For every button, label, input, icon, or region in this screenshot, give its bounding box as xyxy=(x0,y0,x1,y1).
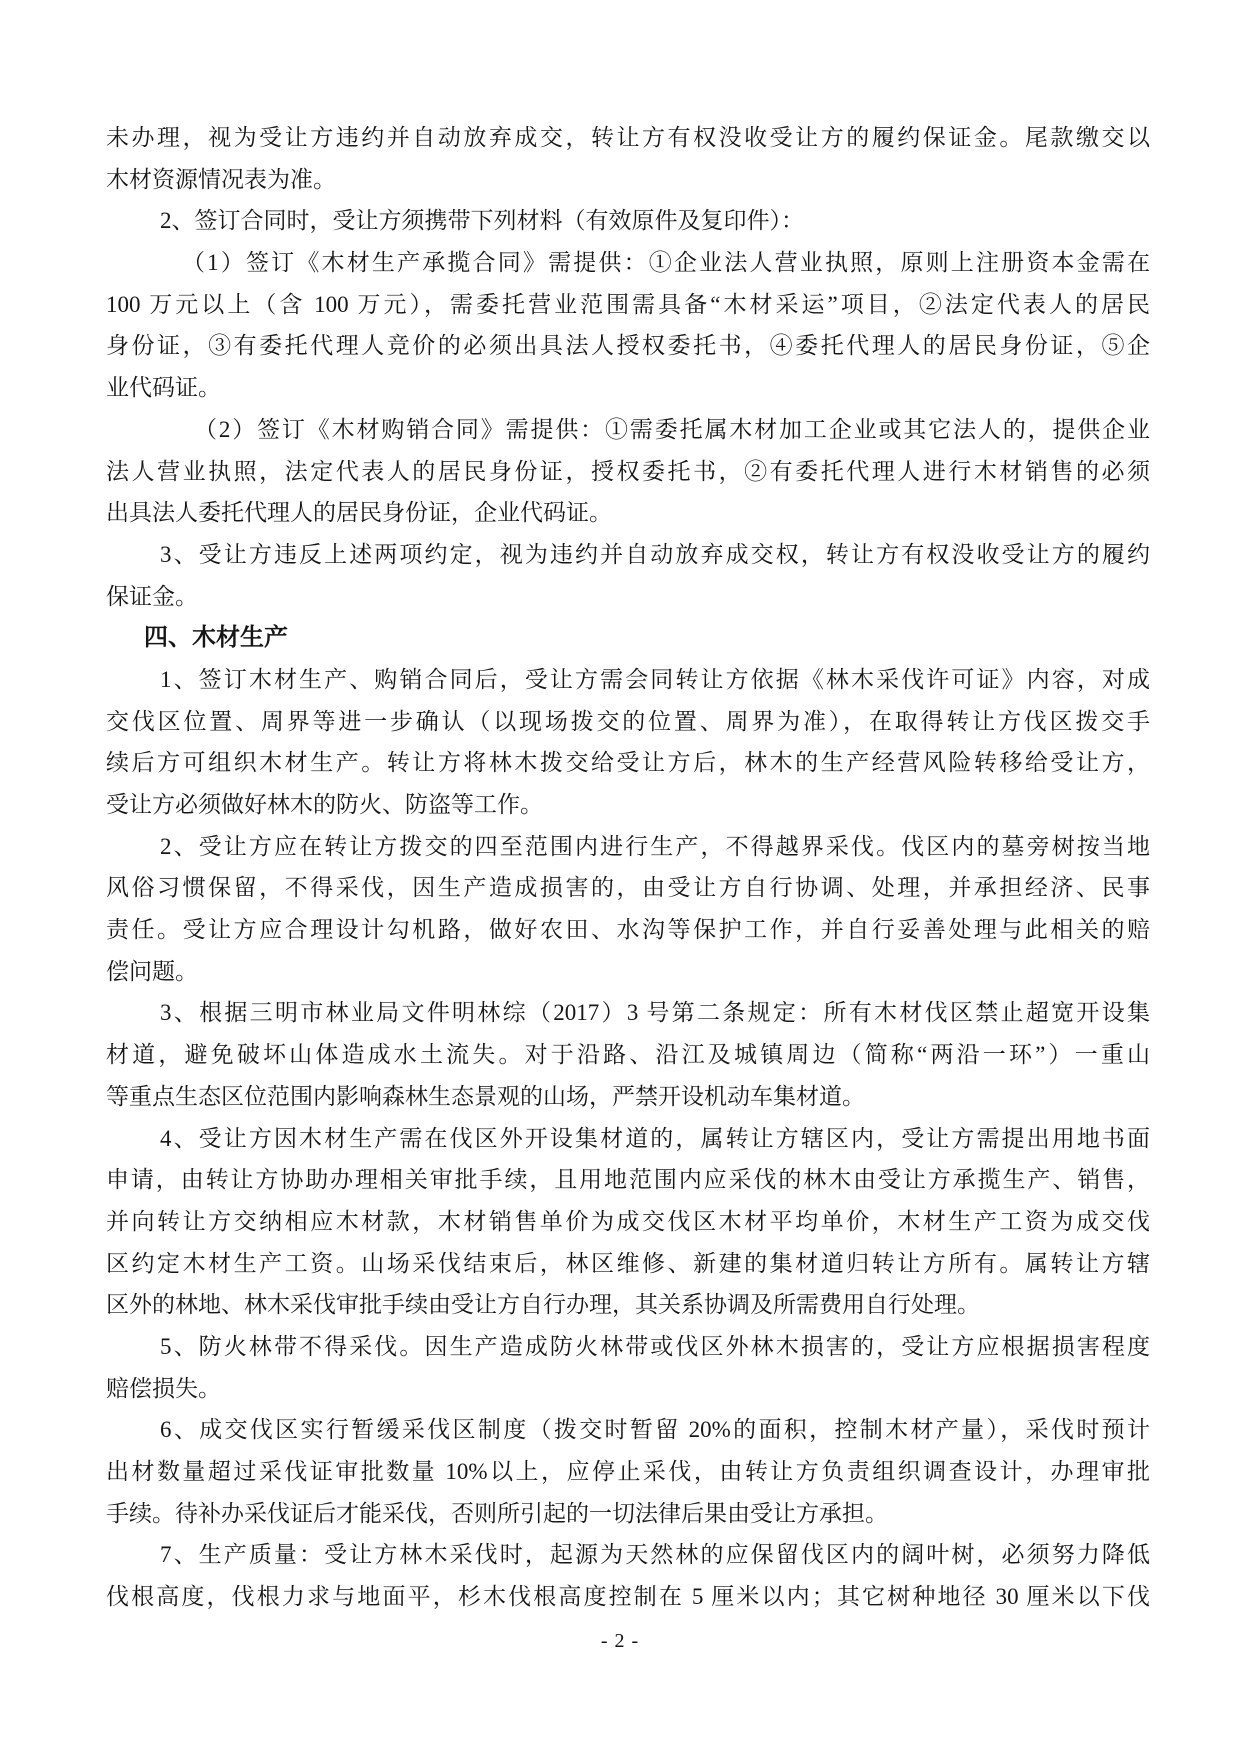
text-line: 3、受让方违反上述两项约定，视为违约并自动放弃成交权，转让方有权没收受让方的履约 xyxy=(160,541,1150,567)
text-line: 法人营业执照，法定代表人的居民身份证，授权委托书，②有委托代理人进行木材销售的必须 xyxy=(106,458,1150,484)
text-line: 5、防火林带不得采伐。因生产造成防火林带或伐区外林木损害的，受让方应根据损害程度 xyxy=(160,1333,1150,1359)
text-line: 7、生产质量：受让方林木采伐时，起源为天然林的应保留伐区内的阔叶树，必须努力降低 xyxy=(160,1542,1150,1568)
text-line: （2）签订《木材购销合同》需提供：①需委托属木材加工企业或其它法人的，提供企业 xyxy=(194,416,1150,442)
text-line: 并向转让方交纳相应木材款，木材销售单价为成交伐区木材平均单价，木材生产工资为成交伐 xyxy=(106,1208,1150,1234)
text-line: 未办理，视为受让方违约并自动放弃成交，转让方有权没收受让方的履约保证金。尾款缴交以 xyxy=(106,125,1150,150)
text-line: 申请，由转让方协助办理相关审批手续，且用地范围内应采伐的林木由受让方承揽生产、销售， xyxy=(106,1167,1150,1193)
text-line: 赔偿损失。 xyxy=(106,1375,221,1401)
text-line: 责任。受让方应合理设计勾机路，做好农田、水沟等保护工作，并自行妥善处理与此相关的赔 xyxy=(106,917,1150,943)
text-line: 6、成交伐区实行暂缓采伐区制度（拨交时暂留 20%的面积，控制木材产量），采伐时预计 xyxy=(160,1417,1150,1443)
text-line: 3、根据三明市林业局文件明林综（2017）3 号第二条规定：所有木材伐区禁止超宽开设集 xyxy=(160,1000,1150,1026)
text-line: 续后方可组织木材生产。转让方将林木拨交给受让方后，林木的生产经营风险转移给受让方， xyxy=(106,750,1150,776)
text-line: 身份证，③有委托代理人竞价的必须出具法人授权委托书，④委托代理人的居民身份证，⑤企 xyxy=(106,333,1150,359)
text-line: 出具法人委托代理人的居民身份证，企业代码证。 xyxy=(106,500,612,526)
text-line: 2、受让方应在转让方拨交的四至范围内进行生产，不得越界采伐。伐区内的墓旁树按当地 xyxy=(160,833,1150,859)
text-line: 材道，避免破坏山体造成水土流失。对于沿路、沿江及城镇周边（简称“两沿一环”）一重山 xyxy=(106,1042,1150,1068)
text-line: 伐根高度，伐根力求与地面平，杉木伐根高度控制在 5 厘米以内；其它树种地径 30 厘米以下伐 xyxy=(106,1584,1150,1610)
text-line: 风俗习惯保留，不得采伐，因生产造成损害的，由受让方自行协调、处理，并承担经济、民事 xyxy=(106,875,1150,901)
text-line: （1）签订《木材生产承揽合同》需提供：①企业法人营业执照，原则上注册资本金需在 xyxy=(182,250,1150,276)
document-body xyxy=(106,117,1150,1618)
text-line: 交伐区位置、周界等进一步确认（以现场拨交的位置、周界为准），在取得转让方伐区拨交手 xyxy=(106,708,1150,734)
text-line: 2、签订合同时，受让方须携带下列材料（有效原件及复印件）： xyxy=(160,208,804,234)
text-line: 手续。待补办采伐证后才能采伐，否则所引起的一切法律后果由受让方承担。 xyxy=(106,1500,888,1526)
text-line: 偿问题。 xyxy=(106,958,198,984)
text-line: 业代码证。 xyxy=(106,375,221,401)
text-line: 1、签订木材生产、购销合同后，受让方需会同转让方依据《林木采伐许可证》内容，对成 xyxy=(160,666,1150,692)
text-line: 木材资源情况表为准。 xyxy=(106,166,336,192)
text-line: 等重点生态区位范围内影响森林生态景观的山场，严禁开设机动车集材道。 xyxy=(106,1083,865,1109)
text-line: 受让方必须做好林木的防火、防盗等工作。 xyxy=(106,792,543,817)
text-line: 区约定木材生产工资。山场采伐结束后，林区维修、新建的集材道归转让方所有。属转让方辖 xyxy=(106,1250,1150,1276)
section-heading: 四、木材生产 xyxy=(144,624,288,652)
text-line: 区外的林地、林木采伐审批手续由受让方自行办理，其关系协调及所需费用自行处理。 xyxy=(106,1292,980,1318)
text-line: 4、受让方因木材生产需在伐区外开设集材道的，属转让方辖区内，受让方需提出用地书面 xyxy=(160,1125,1150,1151)
page-number: - 2 - xyxy=(600,1630,640,1652)
text-line: 出材数量超过采伐证审批数量 10%以上，应停止采伐，由转让方负责组织调查设计，办理审批 xyxy=(106,1459,1150,1484)
text-line: 保证金。 xyxy=(106,583,198,609)
text-line: 100 万元以上（含 100 万元），需委托营业范围需具备“木材采运”项目，②法定代表人的居民 xyxy=(106,291,1150,317)
